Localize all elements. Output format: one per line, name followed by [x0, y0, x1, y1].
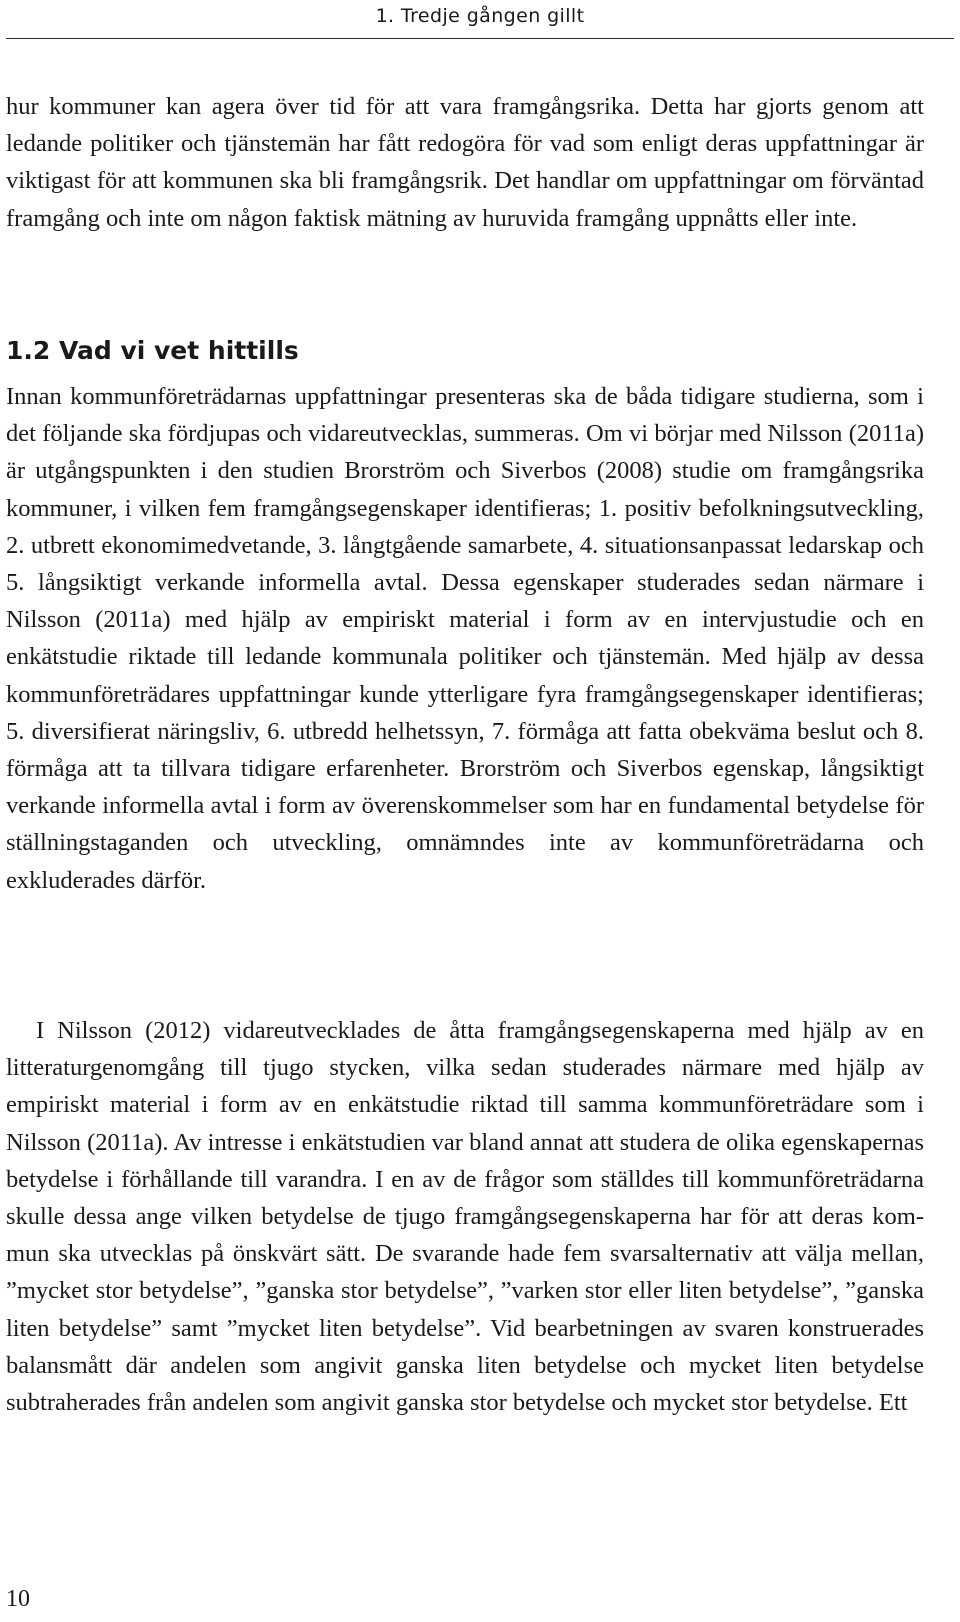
- header-rule: [6, 38, 954, 39]
- body-paragraph: [6, 88, 924, 237]
- body-paragraph: [6, 1012, 924, 1421]
- paragraph-text: Innan kommunföreträdarnas uppfattningar presenteras ska de båda tidigare studierna, som i det följande ska fördjupas och vidareutvecklas, summeras. Om vi börjar med Nilsson (2011a) är utgångspunkten i den studien Brorström och Siverbos (2008) studie om framgångsrika kommuner, i vilken fem framgångsegenskaper identifieras; 1. positiv befolkningsutveckling, 2. utbrett ekonomimedvetande, 3. långtgående samarbete, 4. situationsanpassat ledarskap och 5. långsiktigt verkande informella avtal. Dessa egenskaper studerades sedan närmare i Nilsson (2011a) med hjälp av empiriskt material i form av en intervjustudie och en enkätstudie riktade till ledande kommunala politiker och tjänstemän. Med hjälp av dessa kommunföreträdares uppfattningar kunde ytterligare fyra framgångsegenskaper identifieras; 5. diversifierat näringsliv, 6. utbredd helhetssyn, 7. förmåga att fatta obekväma beslut och 8. förmåga att ta tillvara tidigare erfarenheter. Brorström och Siverbos egenskap, långsiktigt verkande informella avtal i form av överenskommelser som har en fundamental betydelse för ställningstaganden och utveckling, omnämndes inte av kommunföreträdarna och exkluderades därför.: [6, 383, 924, 894]
- page-number: 10: [6, 1586, 30, 1612]
- body-paragraph: [6, 378, 924, 899]
- running-header: 1. Tredje gången gillt: [375, 5, 585, 27]
- section-heading: 1.2 Vad vi vet hittills: [6, 336, 299, 365]
- paragraph-text: I Nilsson (2012) vidareutvecklades de åtta framgångsegenskaperna med hjälp av en litteraturgenomgång till tjugo stycken, vilka sedan studerades närmare med hjälp av empiriskt material i form av en enkätstudie riktad till samma kommunföreträdare som i Nilsson (2011a). Av intresse i enkätstudien var bland annat att studera de olika egenskapernas betydelse i förhållande till varandra. I en av de frågor som ställdes till kommunföreträdarna skulle dessa ange vilken betydelse de tjugo framgångsegenskaperna har för att deras kommun ska utvecklas på önskvärt sätt. De svarande hade fem svarsalternativ att välja mellan, ”mycket stor betydelse”, ”ganska stor betydelse”, ”varken stor eller liten betydelse”, ”ganska liten betydelse” samt ”mycket liten betydelse”. Vid bearbetningen av svaren konstruerades balansmått där andelen som angivit ganska liten betydelse och mycket liten betydelse subtraherades från andelen som angivit ganska stor betydelse och mycket stor betydelse. Ett: [6, 1017, 924, 1417]
- paragraph-text: hur kommuner kan agera över tid för att vara framgångsrika. Detta har gjorts genom att ledande politiker och tjänstemän har fått redogöra för vad som enligt deras uppfattningar är viktigast för att kommunen ska bli framgångsrik. Det handlar om uppfattningar om förväntad framgång och inte om någon faktisk mätning av huruvida framgång uppnåtts eller inte.: [6, 93, 924, 232]
